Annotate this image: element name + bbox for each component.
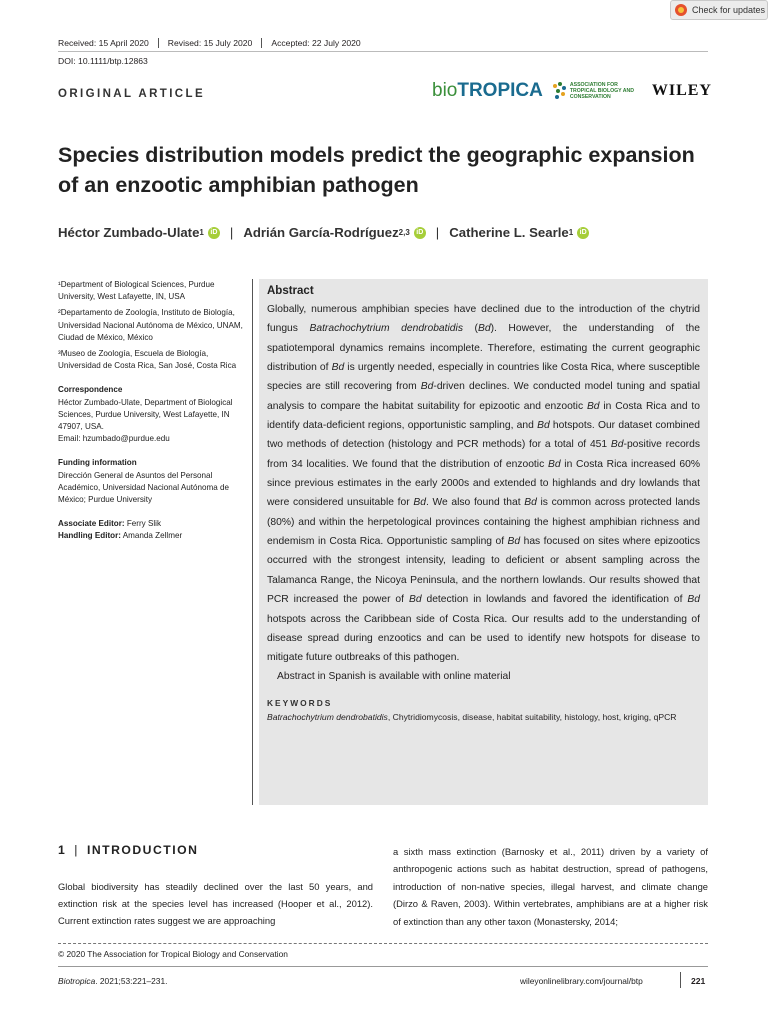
keywords-list <box>267 710 700 726</box>
orcid-icon[interactable]: iD <box>414 227 426 239</box>
logo-tropica-text: TROPICA <box>457 80 543 101</box>
affiliation: ³Museo de Zoología, Escuela de Biología, Universidad de Costa Rica, San José, Costa Rica <box>58 349 237 371</box>
header-divider <box>58 51 708 52</box>
associate-editor-label: Associate Editor: <box>58 519 125 529</box>
introduction-heading <box>58 843 198 857</box>
abstract-body: Globally, numerous amphibian species have declined due to the introduction of the chytrid fungus Batrachochytrium dendrobatidis (Bd). However, the understanding of the spatiotemporal dynamics remains incomplete. Therefore, estimating the current geographic distribution of Bd is urgently needed, especially in countries like Costa Rica, where susceptible species are still recovering from Bd-driven declines. We conducted model tuning and spatial analysis to compare the habitat suitability for epizootic and enzootic Bd in Costa Rica and to identify data-deficient regions, opportunistic sampling, and Bd hotspots. Our dataset combined two methods of detection (histology and PCR methods) for a total of 451 Bd-positive records from 34 localities. We found that the distribution of enzootic Bd in Costa Rica increased 60% since previous estimates in the early 2000s and extended to highlands and dry lowlands that were considered unsuitable for Bd. We also found that Bd is common across protected lands (80%) and within the herpetological provinces containing the highest amphibian richness and endemism in Costa Rica. Opportunistic sampling of Bd has focused on sites where epizootics occurred with the strongest intensity, leading to deficient or absent sampling across the Talamanca Range, the Nicoya Peninsula, and the northern lowlands. Our results showed that PCR increased the power of Bd detection in lowlands and favored the identification of Bd hotspots across the Caribbean side of Costa Rica. Our results add to the understanding of disease spread during enzootics and can be used to identify new hotspots for disease to mitigate future outbreaks of this pathogen. <box>267 304 701 664</box>
article-dates <box>58 38 379 48</box>
author-name[interactable]: Héctor Zumbado-Ulate <box>58 225 200 240</box>
received-date: Received: 15 April 2020 <box>58 38 159 48</box>
affiliation: ²Departamento de Zoología, Instituto de Biología, Universidad Nacional Autónoma de México, UNAM, Ciudad de México, México <box>58 308 243 342</box>
wiley-logo[interactable]: WILEY <box>651 82 712 99</box>
footer-divider <box>58 966 708 967</box>
journal-name: Biotropica <box>58 976 96 986</box>
article-info-sidebar <box>58 279 243 549</box>
page-number: 221 <box>680 972 705 988</box>
keyword-species: Batrachochytrium dendrobatidis <box>267 711 388 722</box>
correspondence-email[interactable]: Email: hzumbado@purdue.edu <box>58 434 170 444</box>
correspondence-block <box>58 384 243 445</box>
funding-heading: Funding information <box>58 458 137 468</box>
funding-text: Dirección General de Asuntos del Personal Académico, Universidad Nacional Autónoma de México; Purdue University <box>58 470 229 505</box>
publisher-logos <box>432 80 712 102</box>
check-for-updates-button[interactable] <box>670 0 768 20</box>
author-affiliation-ref: 1 <box>199 228 204 237</box>
keywords-heading: KEYWORDS <box>267 697 333 708</box>
correspondence-heading: Correspondence <box>58 385 123 395</box>
section-title: INTRODUCTION <box>86 843 199 857</box>
funding-block <box>58 457 243 506</box>
affiliation: ¹Department of Biological Sciences, Purdue University, West Lafayette, IN, USA <box>58 280 215 302</box>
handling-editor-name: Amanda Zellmer <box>122 531 183 541</box>
author-affiliation-ref: 1 <box>568 228 574 237</box>
abstract-box <box>259 279 708 805</box>
article-type: ORIGINAL ARTICLE <box>58 88 206 100</box>
editors-block <box>58 518 243 542</box>
crossmark-icon <box>675 4 687 16</box>
author-separator: | <box>435 225 440 240</box>
check-updates-label: Check for updates <box>692 5 766 15</box>
associate-editor-name: Ferry Slik <box>126 519 162 529</box>
journal-website-link[interactable]: wileyonlinelibrary.com/journal/btp <box>520 976 643 986</box>
atbc-emblem-icon <box>553 82 567 100</box>
abstract-spanish-note[interactable]: Abstract in Spanish is available with online material <box>277 670 511 682</box>
orcid-icon[interactable]: iD <box>208 227 220 239</box>
orcid-icon[interactable]: iD <box>577 227 589 239</box>
section-number: 1 <box>58 843 67 857</box>
keywords-rest: , Chytridiomycosis, disease, habitat suitability, histology, host, kriging, qPCR <box>387 711 677 722</box>
author-separator: | <box>229 225 234 240</box>
abstract-heading: Abstract <box>267 285 314 297</box>
handling-editor-label: Handling Editor: <box>58 531 121 541</box>
copyright-notice: © 2020 The Association for Tropical Biology and Conservation <box>58 949 288 959</box>
biotropica-logo[interactable] <box>432 80 543 102</box>
intro-left-column: Global biodiversity has steadily declined over the last 50 years, and extinction risk at the species level has increased (Hooper et al., 2012). Current extinction rates suggest we are approaching <box>58 881 373 927</box>
author-list <box>58 225 589 240</box>
author-name[interactable]: Adrián García-Rodríguez <box>243 225 399 240</box>
column-divider <box>252 279 253 805</box>
accepted-date: Accepted: 22 July 2020 <box>271 38 361 48</box>
doi[interactable]: DOI: 10.1111/btp.12863 <box>58 56 148 66</box>
footnote-divider <box>58 943 708 944</box>
atbc-logo-text: ASSOCIATION FOR TROPICAL BIOLOGY AND CONSERVATION <box>569 82 635 100</box>
revised-date: Revised: 15 July 2020 <box>168 38 263 48</box>
article-title: Species distribution models predict the geographic expansion of an enzootic amphibian pathogen <box>58 143 695 197</box>
logo-bio-text: bio <box>432 80 458 101</box>
author-affiliation-ref: 2,3 <box>398 228 410 237</box>
section-bar: | <box>74 843 79 857</box>
author-name[interactable]: Catherine L. Searle <box>449 225 569 240</box>
journal-volume: . 2021;53:221–231. <box>95 976 168 986</box>
intro-right-column: a sixth mass extinction (Barnosky et al., 2011) driven by a variety of anthropogenic actions such as habitat destruction, spread of pathogens, introduction of non-native species, illegal harvest, and climate change (Dirzo & Raven, 2003). Within vertebrates, amphibians are at a higher risk of extinction than any other taxon (Monastersky, 2014; <box>393 846 708 927</box>
correspondence-text: Héctor Zumbado-Ulate, Department of Biological Sciences, Purdue University, West Lafayette, IN 47907, USA. <box>58 397 233 432</box>
journal-citation <box>58 976 167 986</box>
